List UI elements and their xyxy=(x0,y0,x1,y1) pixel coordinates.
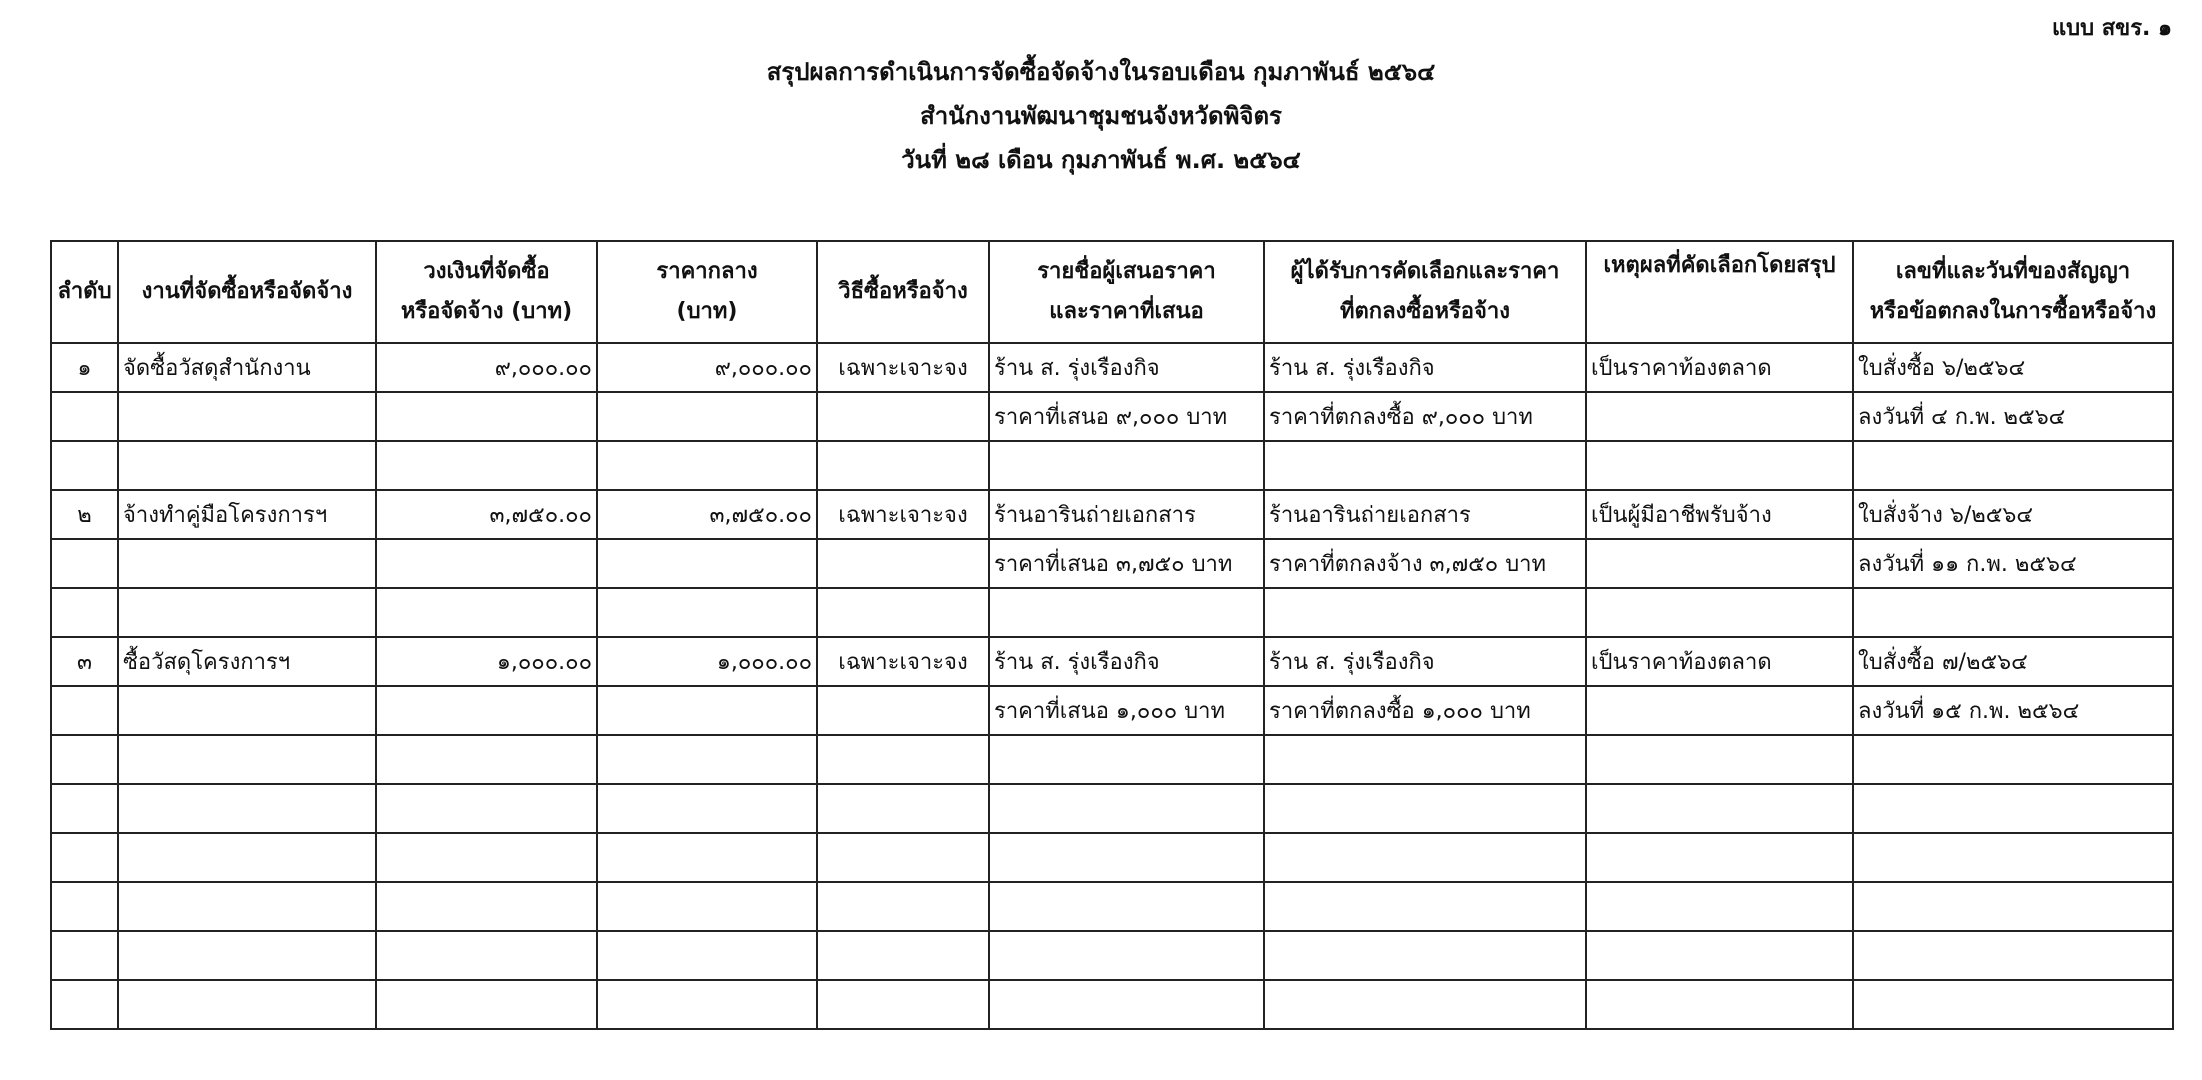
item-no: ๑ xyxy=(51,343,118,392)
table-row xyxy=(51,490,2173,539)
col-median-line2: (บาท) xyxy=(676,299,738,324)
document-header xyxy=(0,50,2202,182)
item-contract: ใบสั่งจ้าง ๖/๒๕๖๔ xyxy=(1853,490,2173,539)
item-bid-price: ราคาที่เสนอ ๑,๐๐๐ บาท xyxy=(989,686,1264,735)
item-median: ๑,๐๐๐.๐๐ xyxy=(597,637,817,686)
col-reason-header: เหตุผลที่คัดเลือกโดยสรุป xyxy=(1586,241,1853,343)
item-work: จ้างทำคู่มือโครงการฯ xyxy=(118,490,376,539)
item-method: เฉพาะเจาะจง xyxy=(817,637,989,686)
col-contract-line1: เลขที่และวันที่ของสัญญา xyxy=(1895,259,2131,284)
item-method: เฉพาะเจาะจง xyxy=(817,343,989,392)
table-header-row xyxy=(51,241,2173,343)
col-median-header xyxy=(597,241,817,343)
item-no: ๒ xyxy=(51,490,118,539)
col-work-header: งานที่จัดซื้อหรือจัดจ้าง xyxy=(118,241,376,343)
item-contract: ใบสั่งซื้อ ๖/๒๕๖๔ xyxy=(1853,343,2173,392)
agency-name: สำนักงานพัฒนาชุมชนจังหวัดพิจิตร xyxy=(920,102,1282,130)
item-no: ๓ xyxy=(51,637,118,686)
item-contract-date: ลงวันที่ ๑๕ ก.พ. ๒๕๖๔ xyxy=(1853,686,2173,735)
col-budget-line1: วงเงินที่จัดซื้อ xyxy=(423,259,550,284)
item-bid-price: ราคาที่เสนอ ๓,๗๕๐ บาท xyxy=(989,539,1264,588)
item-contract-date: ลงวันที่ ๑๑ ก.พ. ๒๕๖๔ xyxy=(1853,539,2173,588)
item-budget: ๑,๐๐๐.๐๐ xyxy=(376,637,597,686)
item-bidder: ร้าน ส. รุ่งเรืองกิจ xyxy=(989,637,1264,686)
col-no-header: ลำดับ xyxy=(51,241,118,343)
item-reason: เป็นราคาท้องตลาด xyxy=(1586,343,1853,392)
empty-row xyxy=(51,833,2173,882)
table-row xyxy=(51,637,2173,686)
col-bidders-line2: และราคาที่เสนอ xyxy=(1049,299,1204,324)
item-work: ซื้อวัสดุโครงการฯ xyxy=(118,637,376,686)
item-winner: ร้าน ส. รุ่งเรืองกิจ xyxy=(1264,637,1586,686)
procurement-table xyxy=(50,240,2174,1030)
col-method-header: วิธีซื้อหรือจ้าง xyxy=(817,241,989,343)
item-budget: ๙,๐๐๐.๐๐ xyxy=(376,343,597,392)
col-winner-line1: ผู้ได้รับการคัดเลือกและราคา xyxy=(1290,259,1560,284)
item-bidder: ร้าน ส. รุ่งเรืองกิจ xyxy=(989,343,1264,392)
table-row xyxy=(51,392,2173,441)
item-winner: ร้าน ส. รุ่งเรืองกิจ xyxy=(1264,343,1586,392)
item-bidder: ร้านอารินถ่ายเอกสาร xyxy=(989,490,1264,539)
col-budget-line2: หรือจัดจ้าง (บาท) xyxy=(400,299,573,324)
col-bidders-header xyxy=(989,241,1264,343)
col-contract-header xyxy=(1853,241,2173,343)
col-winner-line2: ที่ตกลงซื้อหรือจ้าง xyxy=(1340,299,1510,324)
col-budget-header xyxy=(376,241,597,343)
empty-row xyxy=(51,882,2173,931)
col-bidders-line1: รายชื่อผู้เสนอราคา xyxy=(1037,259,1216,284)
empty-row xyxy=(51,931,2173,980)
item-work: จัดซื้อวัสดุสำนักงาน xyxy=(118,343,376,392)
table-row xyxy=(51,343,2173,392)
item-contract: ใบสั่งซื้อ ๗/๒๕๖๔ xyxy=(1853,637,2173,686)
item-winner: ร้านอารินถ่ายเอกสาร xyxy=(1264,490,1586,539)
item-median: ๓,๗๕๐.๐๐ xyxy=(597,490,817,539)
item-win-price: ราคาที่ตกลงซื้อ ๑,๐๐๐ บาท xyxy=(1264,686,1586,735)
form-code: แบบ สขร. ๑ xyxy=(2051,16,2172,41)
item-win-price: ราคาที่ตกลงซื้อ ๙,๐๐๐ บาท xyxy=(1264,392,1586,441)
item-win-price: ราคาที่ตกลงจ้าง ๓,๗๕๐ บาท xyxy=(1264,539,1586,588)
empty-row xyxy=(51,784,2173,833)
item-reason: เป็นราคาท้องตลาด xyxy=(1586,637,1853,686)
item-bid-price: ราคาที่เสนอ ๙,๐๐๐ บาท xyxy=(989,392,1264,441)
col-contract-line2: หรือข้อตกลงในการซื้อหรือจ้าง xyxy=(1869,299,2157,324)
table-row xyxy=(51,588,2173,637)
item-method: เฉพาะเจาะจง xyxy=(817,490,989,539)
item-budget: ๓,๗๕๐.๐๐ xyxy=(376,490,597,539)
item-reason: เป็นผู้มีอาชีพรับจ้าง xyxy=(1586,490,1853,539)
col-median-line1: ราคากลาง xyxy=(656,259,758,284)
col-winner-header xyxy=(1264,241,1586,343)
empty-row xyxy=(51,980,2173,1029)
table-row xyxy=(51,539,2173,588)
report-date: วันที่ ๒๘ เดือน กุมภาพันธ์ พ.ศ. ๒๕๖๔ xyxy=(901,146,1301,174)
table-row xyxy=(51,441,2173,490)
table-row xyxy=(51,686,2173,735)
item-median: ๙,๐๐๐.๐๐ xyxy=(597,343,817,392)
report-title: สรุปผลการดำเนินการจัดซื้อจัดจ้างในรอบเดือน กุมภาพันธ์ ๒๕๖๔ xyxy=(766,58,1436,86)
item-contract-date: ลงวันที่ ๔ ก.พ. ๒๕๖๔ xyxy=(1853,392,2173,441)
empty-row xyxy=(51,735,2173,784)
